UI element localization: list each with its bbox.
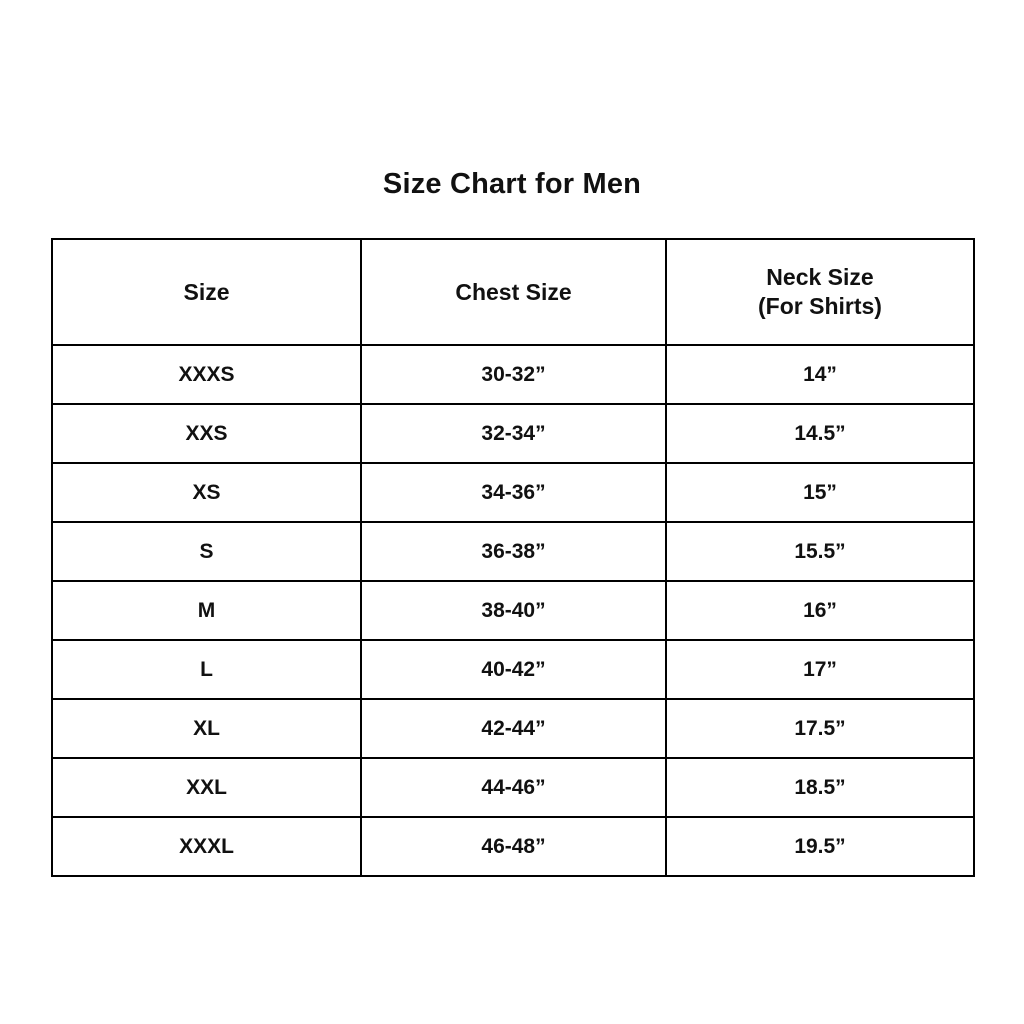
cell-chest: 38-40”	[361, 581, 666, 640]
cell-neck: 17.5”	[666, 699, 974, 758]
table-row	[52, 758, 974, 817]
cell-size: XXS	[52, 404, 361, 463]
column-header-neck-label: Neck Size	[766, 264, 874, 291]
cell-size: S	[52, 522, 361, 581]
cell-neck: 14.5”	[666, 404, 974, 463]
cell-chest: 42-44”	[361, 699, 666, 758]
cell-neck: 16”	[666, 581, 974, 640]
column-header-chest	[361, 239, 666, 345]
cell-chest: 46-48”	[361, 817, 666, 876]
cell-neck: 19.5”	[666, 817, 974, 876]
column-header-neck	[666, 239, 974, 345]
table-body	[52, 345, 974, 876]
cell-chest: 44-46”	[361, 758, 666, 817]
cell-size: XS	[52, 463, 361, 522]
column-header-size-label: Size	[183, 278, 230, 305]
column-header-chest-label: Chest Size	[455, 278, 572, 305]
cell-size: M	[52, 581, 361, 640]
cell-neck: 14”	[666, 345, 974, 404]
table-row	[52, 581, 974, 640]
cell-size: L	[52, 640, 361, 699]
page-title: Size Chart for Men	[382, 168, 642, 200]
cell-neck: 15”	[666, 463, 974, 522]
table-row	[52, 817, 974, 876]
table-row	[52, 699, 974, 758]
table-header	[52, 239, 974, 345]
table-row	[52, 404, 974, 463]
cell-size: XXXL	[52, 817, 361, 876]
cell-size: XXXS	[52, 345, 361, 404]
cell-chest: 34-36”	[361, 463, 666, 522]
table-header-row	[52, 239, 974, 345]
table-row	[52, 463, 974, 522]
cell-chest: 36-38”	[361, 522, 666, 581]
column-header-neck-sublabel: (For Shirts)	[758, 293, 882, 319]
column-header-size	[52, 239, 361, 345]
cell-neck: 17”	[666, 640, 974, 699]
cell-size: XL	[52, 699, 361, 758]
table-row	[52, 640, 974, 699]
cell-neck: 15.5”	[666, 522, 974, 581]
size-chart-table	[51, 238, 975, 877]
cell-size: XXL	[52, 758, 361, 817]
cell-chest: 30-32”	[361, 345, 666, 404]
cell-neck: 18.5”	[666, 758, 974, 817]
cell-chest: 32-34”	[361, 404, 666, 463]
table-row	[52, 522, 974, 581]
cell-chest: 40-42”	[361, 640, 666, 699]
table-row	[52, 345, 974, 404]
